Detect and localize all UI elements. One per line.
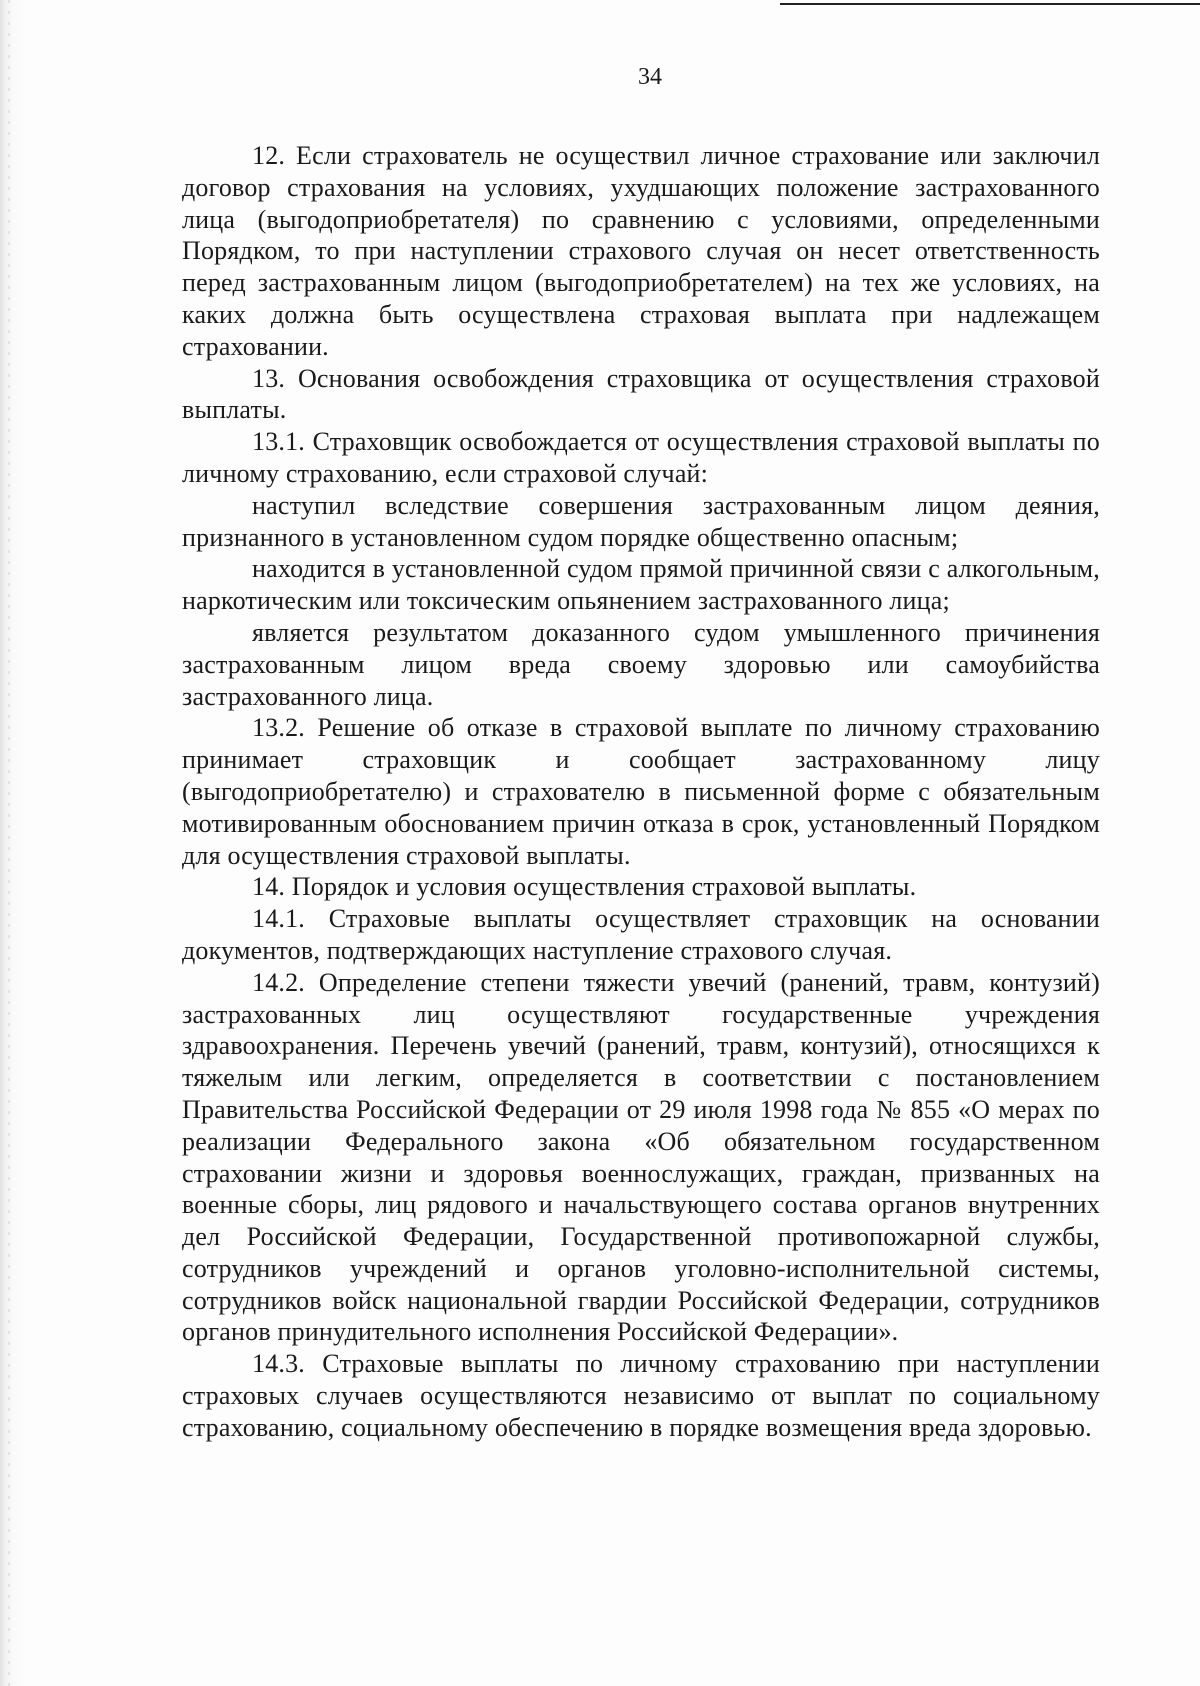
paragraph-14: 14. Порядок и условия осуществления страховой выплаты.: [252, 872, 917, 902]
paragraph-14-1: 14.1. Страховые выплаты осуществляет страховщик на основании документов, подтверждающих наступление страхового случая.: [182, 904, 1100, 965]
top-rule: [780, 3, 1200, 5]
paragraph-13-1-a: наступил вследствие совершения застрахованным лицом деяния, признанного в установленном судом порядке общественно опасным;: [182, 490, 1100, 552]
page-number: 34: [638, 64, 662, 90]
paragraph-13: 13. Основания освобождения страховщика от осуществления страховой выплаты.: [182, 363, 1100, 425]
paragraph-13-1-b: находится в установленной судом прямой причинной связи с алкогольным, наркотическим или токсическим опьянением застрахованного лица;: [182, 554, 1100, 616]
document-body: [182, 140, 1100, 1444]
paragraph-13-1: 13.1. Страховщик освобождается от осуществления страховой выплаты по личному страхованию, если страховой случай:: [182, 427, 1100, 488]
paragraph-14-2: 14.2. Определение степени тяжести увечий (ранений, травм, контузий) застрахованных лиц осуществляют государственные учреждения здравоохранения. Перечень увечий (ранений, травм, контузий), относящихся к тяжелым или легким, определяется в соответствии с постановлением Правительства Российской Федерации от 29 июля 1998 года № 855 «О мерах по реализации Федерального закона «Об обязательном государственном страховании жизни и здоровья военнослужащих, граждан, призванных на военные сборы, лиц рядового и начальствующего состава органов внутренних дел Российской Федерации, Государственной противопожарной службы, сотрудников учреждений и органов уголовно-исполнительной системы, сотрудников войск национальной гвардии Российской Федерации, сотрудников органов принудительного исполнения Российской Федерации».: [182, 967, 1100, 1347]
paragraph-13-2: 13.2. Решение об отказе в страховой выплате по личному страхованию принимает страховщик и сообщает застрахованному лицу (выгодоприобретателю) и страхователю в письменной форме с обязательным мотивированным обоснованием причин отказа в срок, установленный Порядком для осуществления страховой выплаты.: [182, 713, 1100, 870]
scan-speckle: [8, 0, 10, 1686]
paragraph-14-3: 14.3. Страховые выплаты по личному страхованию при наступлении страховых случаев осуществляются независимо от выплат по социальному страхованию, социальному обеспечению в порядке возмещения вреда здоровью.: [182, 1349, 1100, 1442]
paragraph-12: 12. Если страхователь не осуществил личное страхование или заключил договор страхования на условиях, ухудшающих положение застрахованного лица (выгодоприобретателя) по сравнению с условиями, определенными Порядком, то при наступлении страхового случая он несет ответственность перед застрахованным лицом (выгодоприобретателем) на тех же условиях, на каких должна быть осуществлена страховая выплата при надлежащем страховании.: [182, 141, 1100, 361]
scan-edge: [0, 0, 34, 1686]
paragraph-13-1-c: является результатом доказанного судом умышленного причинения застрахованным лицом вреда своему здоровью или самоубийства застрахованного лица.: [182, 617, 1100, 711]
